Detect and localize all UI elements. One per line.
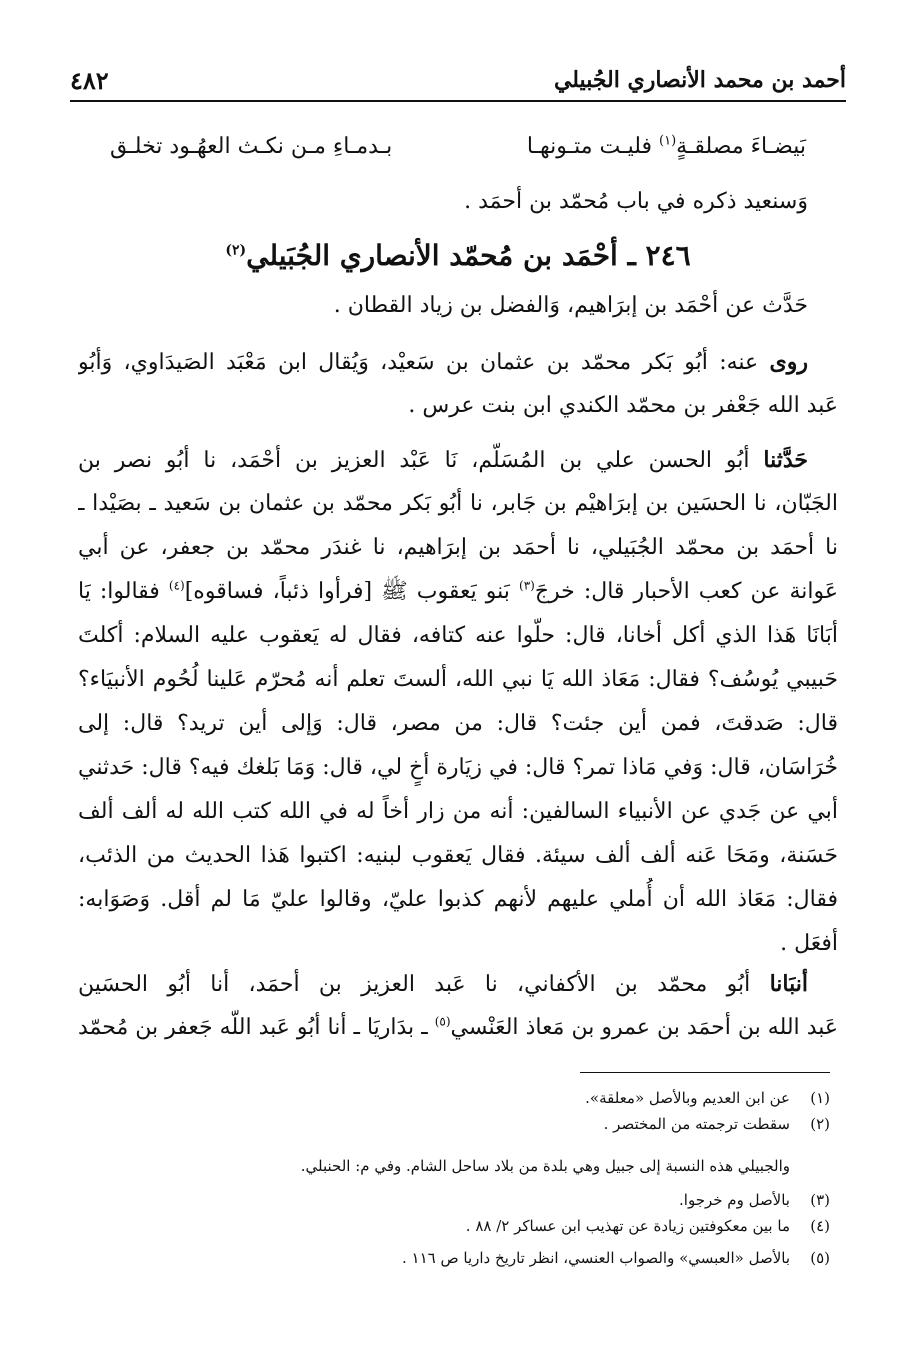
footnote-5: (٥)بالأصل «العبسي» والصواب العنسي، انظر تاريخ داريا ص ١١٦ . [402,1249,830,1267]
running-title: أحمد بن محمد الأنصاري الجُبيلي [553,67,846,93]
footnote-2: (٢)سقطت ترجمته من المختصر . [603,1115,830,1133]
verse-right-hemistich: بَيضـاءَ مصلقـةٍ$^{(١)}$ فليـت متـونهـا [526,133,806,159]
page-header [70,60,846,102]
hadith-paragraph: حَدَّثنا أبُو الحسن علي بن المُسَلّم، نَا عَبْد العزيز بن أحْمَد، نا أبُو نصر بن الجَبّان، نا الحسَين بن إبرَاهيْم بن جَابر، نا أبُو بَكر محمّد بن عثمان بن سَعيد ـ بصَيْدا ـ نا أحمَد بن محمّد الجُبَيلي، نا أحمَد بن إبرَاهيم، نا غندَر محمّد بن جعفر، عن أبي عَوانة عن كعب الأحبار قال: خرجَ$^{(٣)}$ بَنو يَعقوب ﷺ [فرأوا ذئباً، فساقوه]$^{(٤)}$ فقالوا: يَا أبَانَا هَذا الذي أكل أخانا، قال: حلّوا عنه كتافه، فقال له يَعقوب عليه السلام: أكلتَ حَبيبي يُوسُف؟ فقال: مَعَاذ الله يَا نبي الله، ألستَ تعلم أنه مُحرّم عَلينا لُحُوم الأنبيَاء؟ قال: صَدقتَ، فمن أين جئت؟ قال: من مصر، قال: وَإلى أين تريد؟ قال: إلى خُرَاسَان، قال: وَفي مَاذا تمر؟ قال: في زيَارة أخٍ لي، قال: وَمَا بَلغك فيه؟ قال: حَدثني أبي عن جَدي عن الأنبياء السالفين: أنه من زار أخاً له في الله كتب الله له ألف ألف حَسَنة، ومَحَا عَنه ألف ألف سيئة. فقال يَعقوب لبنيه: اكتبوا هَذا الحديث من الذئب، فقال: مَعَاذ الله أن أُملي عليهم لأنهم كذبوا عليّ، وقالوا عليّ مَا لم أقل. وَصَوَابه: أفعَل . [78,447,838,956]
anbana-label: أنبَانا [769,971,808,997]
poetry-verse [110,124,806,168]
anbana-paragraph: أنبَانا أبُو محمّد بن الأكفاني، نا عَبد العزيز بن أحمَد، أنا أبُو الحسَين عَبد الله بن أحمَد بن عمرو بن مَعاذ العَنْسي$^{(٥)}$ ـ بدَاريَا ـ أنا أبُو عَبد اللّه جَعفر بن مُحمّد [78,971,838,1040]
rawa-paragraph: روى عنه: أبُو بَكر محمّد بن عثمان بن سَعيْد، وَيُقال ابن مَعْبَد الصَيدَاوي، وَأبُو عَبد الله جَعْفر بن محمّد الكندي ابن بنت عرس . [78,349,838,418]
footnote-ref-4: (٤) [168,578,185,593]
rawa-label: روى [769,349,808,375]
footnote-separator [580,1072,830,1073]
footnote-ref-1: (١) [659,133,677,149]
verse-left-hemistich: بـدمـاءِ مـن نكـث العهُـود تخلـق [110,133,393,159]
haddathana-label: حَدَّثنا [763,447,808,473]
footnote-3: (٣)بالأصل وم خرجوا. [679,1191,830,1209]
cross-reference-paragraph: وَسنعيد ذكره في باب مُحمّد بن أحمَد . [464,189,808,214]
entry-title: ٢٤٦ ـ أحْمَد بن مُحمّد الأنصاري الجُبَيلي$^{(٢)}$ [225,239,691,272]
haddath-paragraph: حَدَّث عن أحْمَد بن إبرَاهيم، وَالفضل بن زياد القطان . [333,293,808,318]
footnote-2-continuation: والجبيلي هذه النسبة إلى جبيل وهي بلدة من بلاد ساحل الشام. وفي م: الحنبلي. [300,1157,790,1175]
page-number: ٤٨٢ [70,65,109,95]
footnote-4: (٤)ما بين معكوفتين زيادة عن تهذيب ابن عساكر ٢/ ٨٨ . [465,1217,830,1235]
footnote-ref-3: (٣) [519,578,535,593]
footnote-ref-2: (٢) [225,242,247,259]
footnote-ref-5: (٥) [434,1014,451,1029]
footnote-1: (١)عن ابن العديم وبالأصل «معلقة». [585,1089,830,1107]
